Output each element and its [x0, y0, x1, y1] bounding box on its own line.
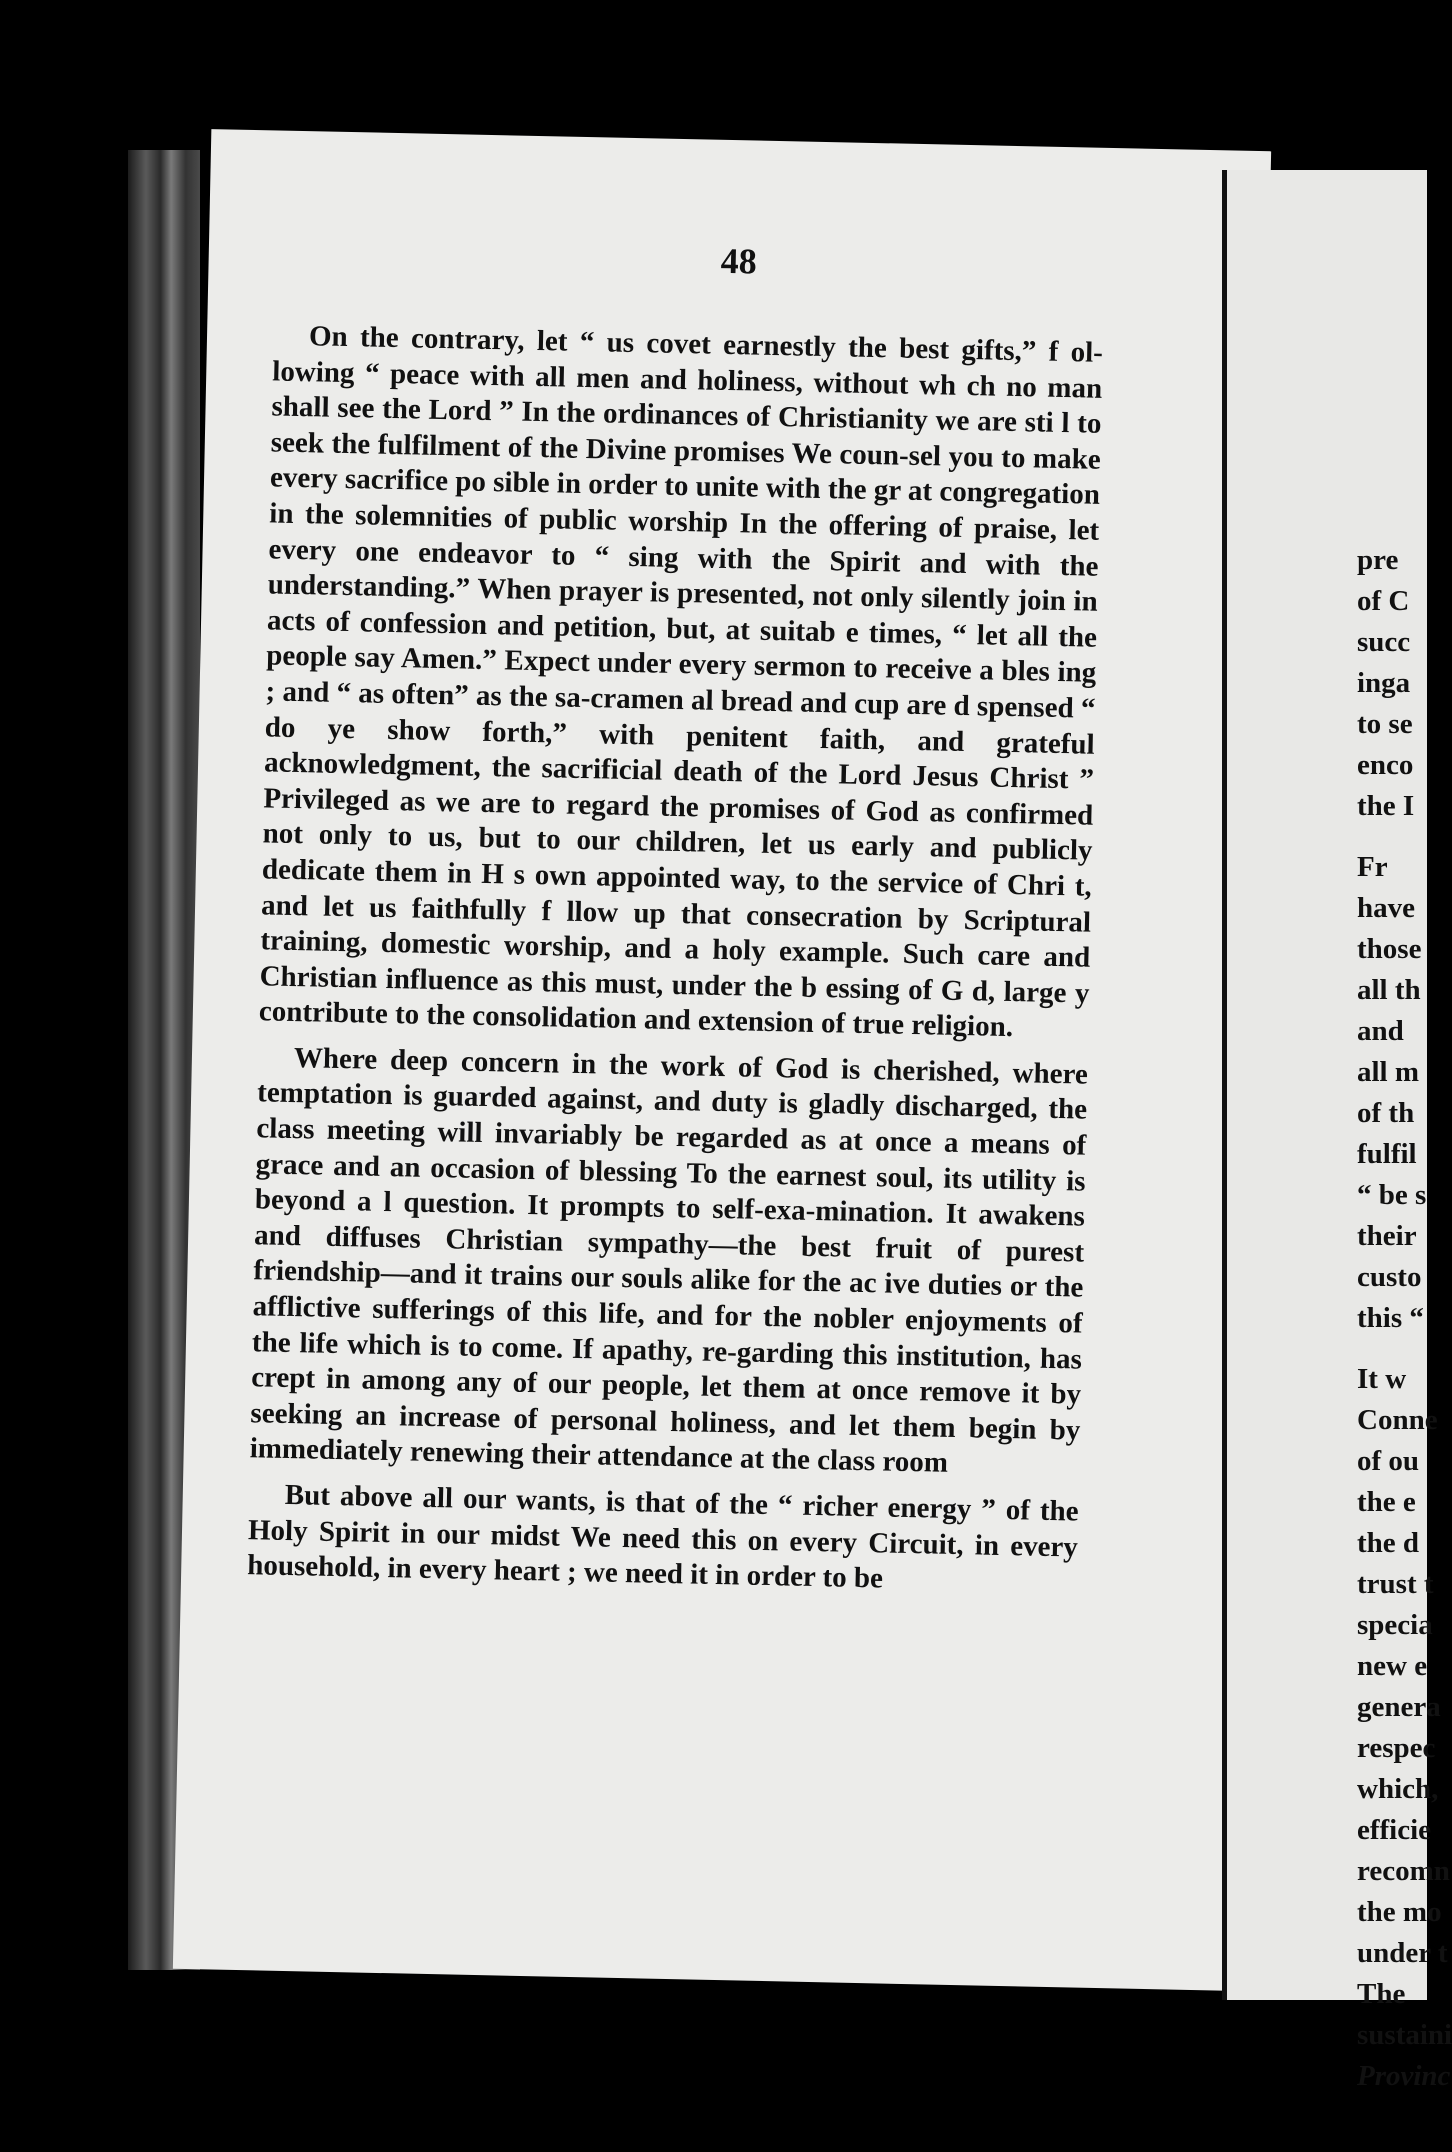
facing-line: the d [1357, 1527, 1420, 1559]
facing-line: under t [1357, 1937, 1448, 1969]
facing-line: pre [1357, 544, 1399, 576]
facing-line: The [1357, 1978, 1406, 2010]
facing-line: succ [1357, 626, 1411, 658]
facing-line: of C [1357, 585, 1410, 617]
facing-line: inga [1357, 667, 1411, 699]
facing-line: enco [1357, 749, 1414, 781]
facing-line: trust t [1357, 1568, 1434, 1600]
facing-line: all th [1357, 974, 1421, 1006]
page-number: 48 [720, 240, 758, 282]
facing-line: of th [1357, 1097, 1415, 1129]
facing-line: all m [1357, 1056, 1420, 1088]
facing-line: “ be s [1357, 1179, 1427, 1211]
facing-line: this “ [1357, 1302, 1424, 1334]
facing-line: new e [1357, 1650, 1428, 1682]
facing-line: efficie [1357, 1814, 1432, 1846]
paragraph-gap [1357, 827, 1437, 847]
facing-line: their [1357, 1220, 1417, 1252]
facing-line: recomn [1357, 1855, 1450, 1887]
facing-line: the e [1357, 1486, 1416, 1518]
facing-line: Conne [1357, 1404, 1438, 1436]
facing-line: those [1357, 933, 1422, 965]
facing-line: It w [1357, 1363, 1407, 1395]
facing-line: to se [1357, 708, 1413, 740]
facing-line: the I [1357, 790, 1415, 822]
facing-line: fulfil [1357, 1138, 1417, 1170]
paragraph-3: But above all our wants, is that of the “ richer energy ” of the Holy Spirit in our midst We need this on every Circuit, in every household, in every heart ; we need it in order to be [246, 1478, 1079, 1595]
left-page [173, 129, 1271, 1991]
facing-line: custo [1357, 1261, 1422, 1293]
facing-page-text [1357, 540, 1452, 2097]
body-text [247, 318, 1104, 1611]
facing-line: of ou [1357, 1445, 1420, 1477]
facing-line: and [1357, 1015, 1404, 1047]
facing-line: which, [1357, 1773, 1439, 1805]
facing-line: Provinc [1357, 2060, 1451, 2092]
facing-line: have [1357, 892, 1415, 924]
paragraph-2: Where deep concern in the work of God is cherished, where temptation is guarded against, and duty is gladly discharged, the class meeting will invariably be regarded as at once a means of grace and an occasion of blessing To the earnest soul, its utility is beyond a l question. It prompts to self-exa-mination. It awakens and diffuses Christian sympathy—the best fruit of purest friendship—and it trains our souls alike for the ac ive duties or the afflictive sufferings of this life, and for the nobler enjoyments of the life which is to come. If apathy, re-garding this institution, has crept in among any of our people, let them at once remove it by seeking an increase of personal holiness, and let them begin by immediately renewing their attendance at the class room [249, 1041, 1089, 1480]
paragraph-gap [1357, 1339, 1437, 1359]
facing-line: genera [1357, 1691, 1441, 1723]
facing-line: specia [1357, 1609, 1433, 1641]
paragraph-1: On the contrary, let “ us covet earnestly the best gifts,” f ol-lowing “ peace with all men and holiness, without wh ch no man shall see the Lord ” In the ordinances of Christianity we are sti l to seek the fulfilment of the Divine promises We coun-sel you to make every sacrifice po sible in order to unite with the gr at congregation in the solemnities of public worship In the offering of praise, let every one endeavor to “ sing with the Spirit and with the understanding.” When prayer is presented, not only silently join in acts of confession and petition, but, at suitab e times, “ let all the people say Amen.” Expect under every sermon to receive a bles ing ; and “ as often” as the sa-cramen al bread and cup are d spensed “ do ye show forth,” with penitent faith, and grateful acknowledgment, the sacrificial death of the Lord Jesus Christ ” Privileged as we are to regard the promises of God as confirmed not only to us, but to our children, let us early and publicly dedicate them in H s own appointed way, to the service of Chri t, and let us faithfully f llow up that consecration by Scriptural training, domestic worship, and a holy example. Such care and Christian influence as this must, under the b essing of G d, large y contribute to the consolidation and extension of true religion. [258, 320, 1104, 1044]
facing-page [1222, 170, 1452, 2092]
facing-line: respec [1357, 1732, 1436, 1764]
facing-line: sustaini [1357, 2019, 1452, 2051]
facing-line: the mo [1357, 1896, 1442, 1928]
facing-line: Fr [1357, 851, 1388, 883]
